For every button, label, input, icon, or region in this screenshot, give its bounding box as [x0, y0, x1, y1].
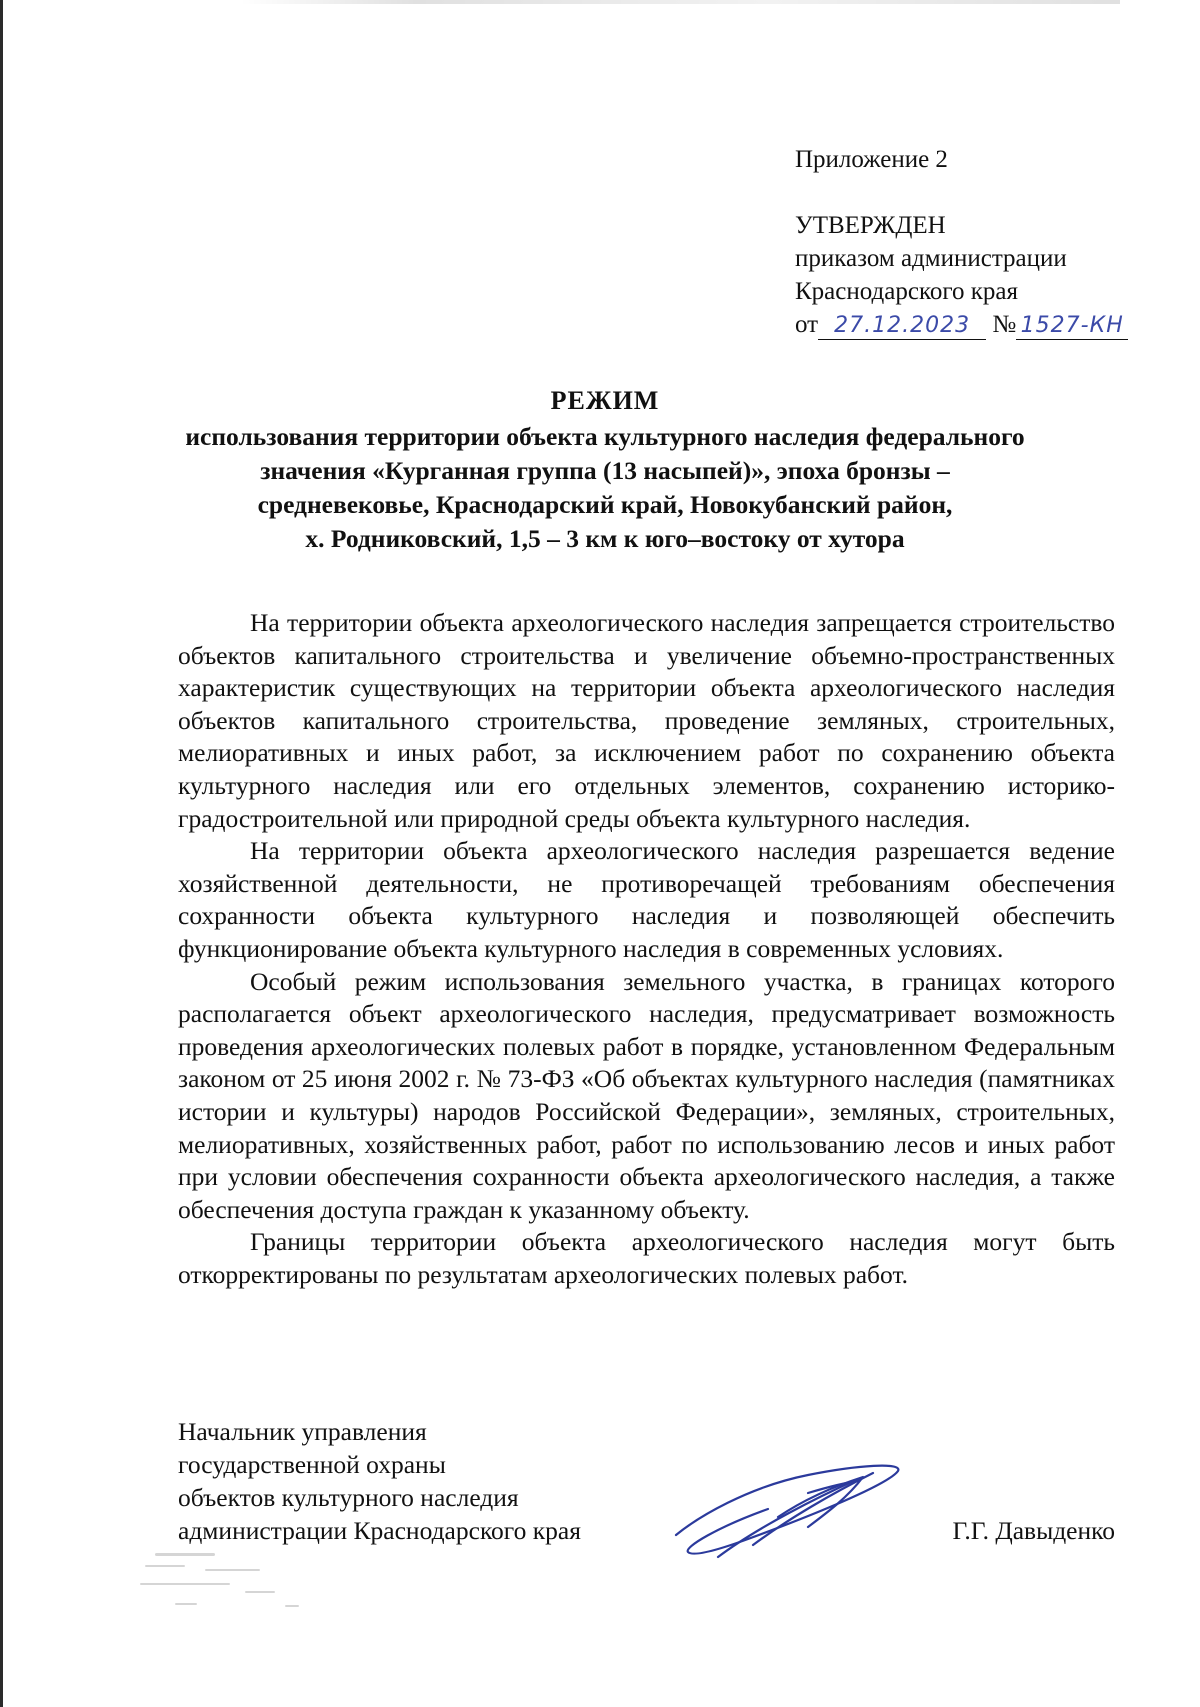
signer-position-line-1: Начальник управления: [178, 1417, 427, 1446]
paragraph-permitted-activity: На территории объекта археологического наследия разрешается ведение хозяйственной деятельности, не противоречащей требованиям обеспечения сохранности объекта культурного наследия и позволяющей обеспечить функционирование объекта культурного наследия в современных условиях.: [178, 836, 1115, 963]
signer-position-line-3: объектов культурного наследия: [178, 1483, 519, 1512]
signer-position-line-2: государственной охраны: [178, 1450, 446, 1479]
signer-name: Г.Г. Давыденко: [952, 1516, 1115, 1545]
appendix-label: Приложение 2: [795, 146, 948, 173]
scan-smudge: [240, 0, 1120, 4]
title-main: РЕЖИМ: [550, 386, 660, 415]
title-line-4: х. Родниковский, 1,5 – 3 км к юго–востоку от хутора: [305, 524, 905, 553]
document-title: [150, 384, 1060, 556]
title-line-2: значения «Курганная группа (13 насыпей)», эпоха бронзы –: [260, 456, 950, 485]
approval-block: [795, 143, 1175, 341]
paragraph-prohibitions: На территории объекта археологического наследия запрещается строительство объектов капитального строительства и увеличение объемно-пространственных характеристик существующих на территории объекта археологического наследия объектов капитального строительства, проведение земляных, строительных, мелиоративных и иных работ, за исключением работ по сохранению объекта культурного наследия или его отдельных элементов, сохранению историко-градостроительной или природной среды объекта культурного наследия.: [178, 608, 1115, 833]
number-prefix: №: [992, 311, 1017, 338]
paragraph-special-regime: Особый режим использования земельного участка, в границах которого располагается объект археологического наследия, предусматривает возможность проведения археологических полевых работ в порядке, установленном Федеральным законом от 25 июня 2002 г. № 73-ФЗ «Об объектах культурного наследия (памятниках истории и культуры) народов Российской Федерации», земляных, строительных, мелиоративных, хозяйственных работ, работ по использованию лесов и иных работ при условии обеспечения сохранности объекта археологического наследия, а также обеспечения доступа граждан к указанному объекту.: [178, 966, 1115, 1224]
order-number-handwritten: 1527-КН: [1020, 313, 1124, 338]
faint-stamp-residue: [135, 1545, 335, 1615]
date-prefix: от: [795, 311, 819, 338]
document-body: [178, 607, 1115, 1291]
title-line-1: использования территории объекта культурного наследия федерального: [185, 422, 1025, 451]
order-date-field: [818, 312, 986, 340]
approved-by-order: приказом администрации: [795, 245, 1067, 272]
signer-position-line-4: администрации Краснодарского края: [178, 1516, 581, 1545]
handwritten-signature: [658, 1457, 918, 1567]
order-number-field: [1016, 312, 1128, 340]
paragraph-boundaries: Границы территории объекта археологического наследия могут быть откорректированы по результатам археологических полевых работ.: [178, 1227, 1115, 1289]
scan-edge: [0, 0, 3, 1707]
title-line-3: средневековье, Краснодарский край, Новокубанский район,: [257, 490, 953, 519]
signer-position: [178, 1415, 581, 1547]
order-date-handwritten: 27.12.2023: [834, 313, 971, 338]
approved-region: Краснодарского края: [795, 278, 1018, 305]
order-date-number: [795, 308, 1175, 341]
approved-label: УТВЕРЖДЕН: [795, 212, 946, 239]
